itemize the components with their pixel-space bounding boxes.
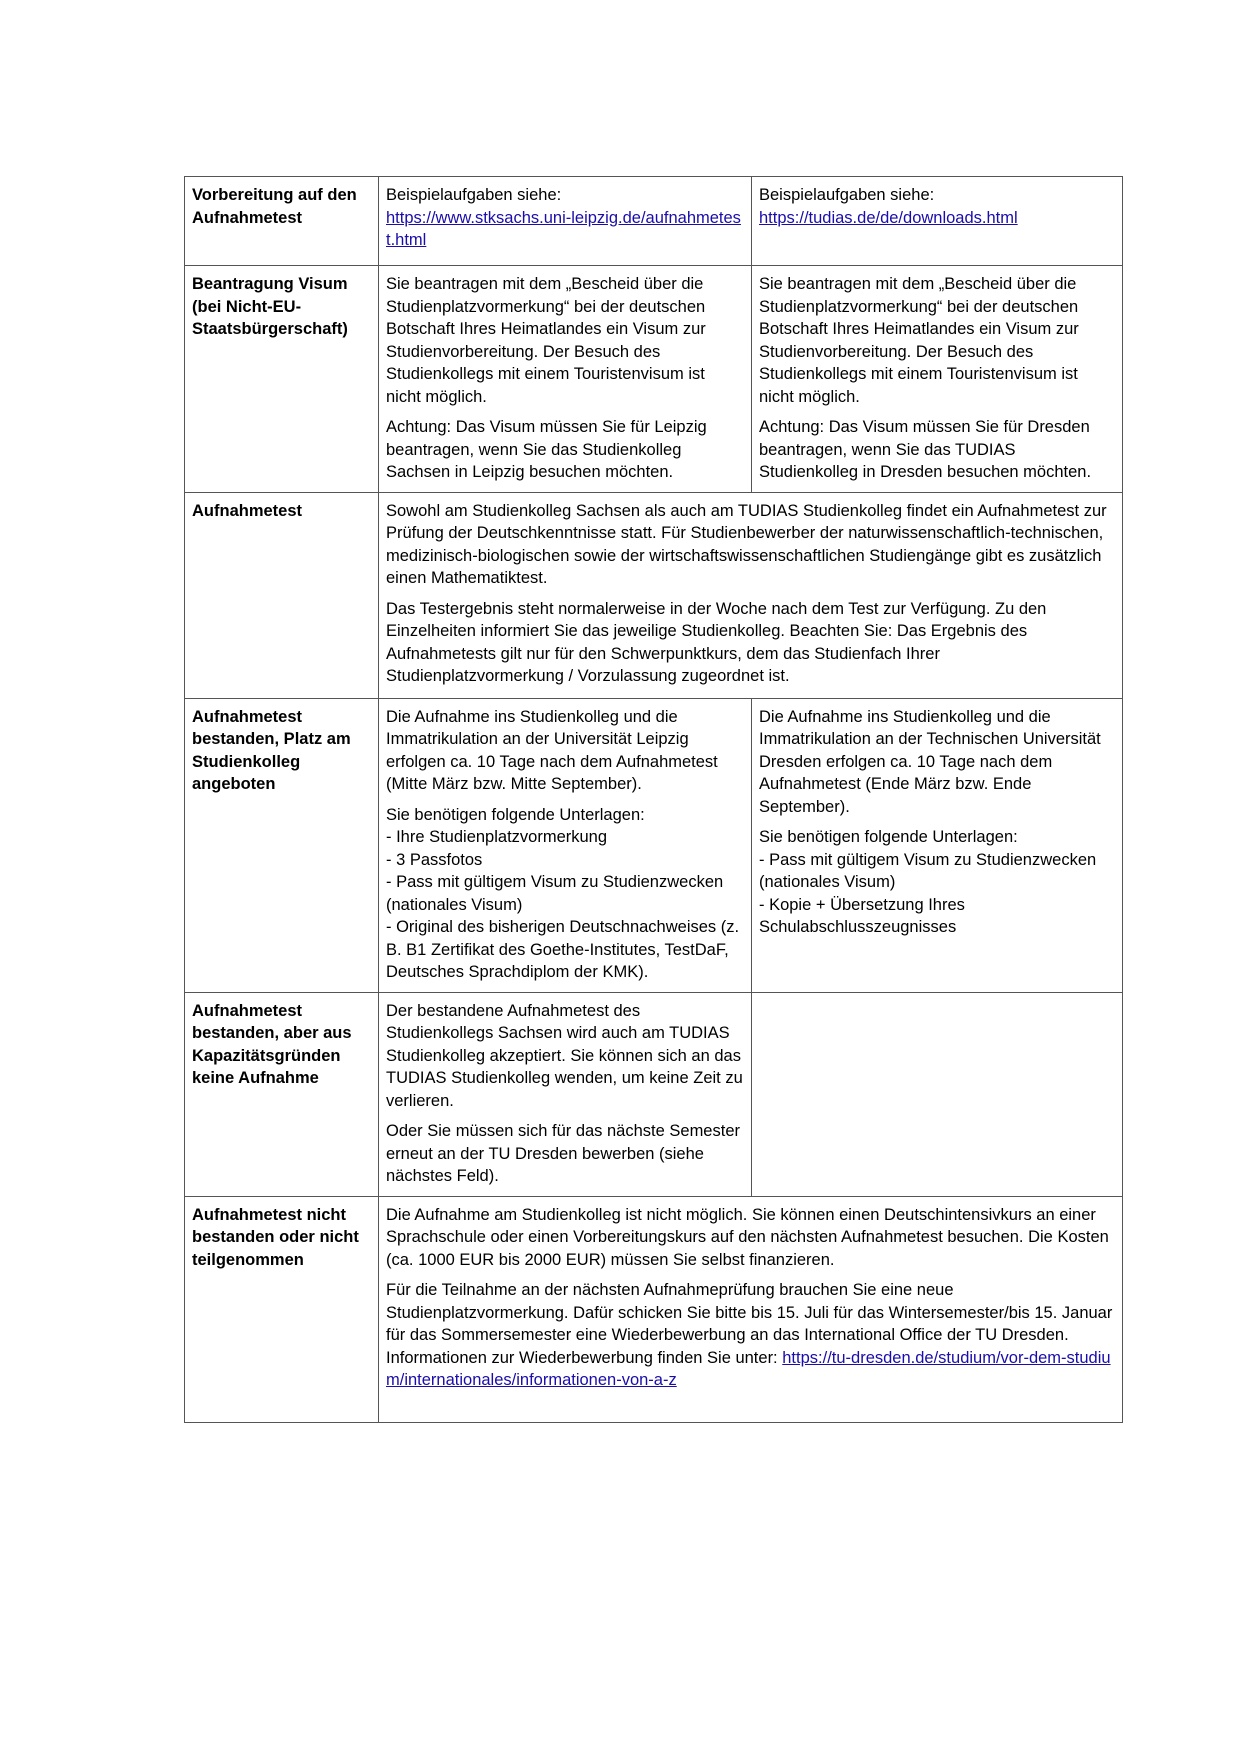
document-list	[386, 804, 744, 984]
cell-text: Für die Teilnahme an der nächsten Aufnahmeprüfung brauchen Sie eine neue Studienplatzvormerkung. Dafür schicken Sie bitte bis 15. Juli für das Wintersemester/bis 15. Januar für das Sommersemester eine Wiederbewerbung an das International Office der TU Dresden. Informationen zur Wiederbewerbung finden Sie unter:	[386, 1281, 1113, 1367]
cell-paragraph: Die Aufnahme ins Studienkolleg und die Immatrikulation an der Universität Leipzig erfolgen ca. 10 Tage nach dem Aufnahmetest (Mitte März bzw. Mitte September).	[386, 707, 718, 793]
list-item: - Pass mit gültigem Visum zu Studienzwecken (nationales Visum)	[759, 850, 1097, 891]
dresden-cell-empty	[752, 992, 1123, 1196]
cell-paragraph: Die Aufnahme ins Studienkolleg und die Immatrikulation an der Technischen Universität Dresden erfolgen ca. 10 Tage nach dem Aufnahmetest (Ende März bzw. Ende September).	[759, 707, 1101, 816]
list-intro: Sie benötigen folgende Unterlagen:	[386, 805, 645, 824]
document-list	[759, 826, 1115, 939]
cell-text: Beispielaufgaben siehe:	[386, 186, 562, 204]
cell-paragraph: Achtung: Das Visum müssen Sie für Dresden beantragen, wenn Sie das TUDIAS Studienkolleg in Dresden besuchen möchten.	[759, 418, 1092, 481]
list-item: - Original des bisherigen Deutschnachweises (z. B. B1 Zertifikat des Goethe-Institutes, TestDaF, Deutsches Sprachdiplom der KMK).	[386, 918, 740, 981]
reapplication-info-link[interactable]: https://tu-dresden.de/studium/vor-dem-studium/internationales/informationen-von-a-z	[386, 1348, 1111, 1389]
row-label: Aufnahmetest nicht bestanden oder nicht teilgenommen	[185, 1196, 379, 1422]
cell-paragraph: Der bestandene Aufnahmetest des Studienkollegs Sachsen wird auch am TUDIAS Studienkolleg akzeptiert. Sie können sich an das TUDIAS Studienkolleg wenden, um keine Zeit zu verlieren.	[386, 1001, 743, 1110]
row-label: Vorbereitung auf den Aufnahmetest	[185, 177, 379, 266]
table-row	[185, 1196, 1123, 1422]
cell-paragraph: Sowohl am Studienkolleg Sachsen als auch am TUDIAS Studienkolleg findet ein Aufnahmetest zur Prüfung der Deutschkenntnisse statt. Für Studienbewerber der naturwissenschaftlich-technischen, medizinisch-biologischen sowie der wirtschaftswissenschaftlichen Studiengänge gibt es zusätzlich einen Mathematiktest.	[386, 501, 1107, 587]
list-item: - Ihre Studienplatzvormerkung	[386, 828, 608, 846]
info-table	[184, 176, 1123, 1423]
table-row	[185, 266, 1123, 493]
merged-cell	[379, 1196, 1123, 1422]
dresden-cell	[752, 698, 1123, 992]
table-row	[185, 177, 1123, 266]
table-row	[185, 492, 1123, 698]
list-intro: Sie benötigen folgende Unterlagen:	[759, 828, 1018, 846]
cell-paragraph: Die Aufnahme am Studienkolleg ist nicht möglich. Sie können einen Deutschintensivkurs an einer Sprachschule oder einen Vorbereitungskurs auf den nächsten Aufnahmetest besuchen. Die Kosten (ca. 1000 EUR bis 2000 EUR) müssen Sie selbst finanzieren.	[386, 1205, 1109, 1269]
leipzig-cell	[379, 177, 752, 266]
leipzig-cell	[379, 698, 752, 992]
leipzig-sample-link[interactable]: https://www.stksachs.uni-leipzig.de/aufnahmetest.html	[386, 208, 741, 249]
cell-paragraph: Sie beantragen mit dem „Bescheid über die Studienplatzvormerkung“ bei der deutschen Botschaft Ihres Heimatlandes ein Visum zur Studienvorbereitung. Der Besuch des Studienkollegs mit einem Touristenvisum ist nicht möglich.	[759, 275, 1079, 406]
cell-text: Beispielaufgaben siehe:	[759, 186, 935, 204]
cell-paragraph: Sie beantragen mit dem „Bescheid über die Studienplatzvormerkung“ bei der deutschen Botschaft Ihres Heimatlandes ein Visum zur Studienvorbereitung. Der Besuch des Studienkollegs mit einem Touristenvisum ist nicht möglich.	[386, 275, 706, 406]
row-label: Aufnahmetest bestanden, Platz am Studienkolleg angeboten	[185, 698, 379, 992]
row-label: Aufnahmetest bestanden, aber aus Kapazitätsgründen keine Aufnahme	[185, 992, 379, 1196]
cell-paragraph	[386, 1279, 1115, 1392]
dresden-cell	[752, 266, 1123, 493]
merged-cell	[379, 492, 1123, 698]
cell-paragraph: Oder Sie müssen sich für das nächste Semester erneut an der TU Dresden bewerben (siehe nächstes Feld).	[386, 1122, 740, 1185]
dresden-cell	[752, 177, 1123, 266]
table-row	[185, 698, 1123, 992]
list-item: - Kopie + Übersetzung Ihres Schulabschlusszeugnisses	[759, 895, 965, 936]
leipzig-cell	[379, 266, 752, 493]
dresden-sample-link[interactable]: https://tudias.de/de/downloads.html	[759, 208, 1018, 227]
cell-paragraph: Das Testergebnis steht normalerweise in der Woche nach dem Test zur Verfügung. Zu den Einzelheiten informiert Sie das jeweilige Studienkolleg. Beachten Sie: Das Ergebnis des Aufnahmetests gilt nur für den Schwerpunktkurs, dem das Studienfach Ihrer Studienplatzvormerkung / Vorzulassung zugeordnet ist.	[386, 599, 1047, 685]
table-row	[185, 992, 1123, 1196]
list-item: - 3 Passfotos	[386, 850, 483, 869]
leipzig-cell	[379, 992, 752, 1196]
row-label: Beantragung Visum (bei Nicht-EU-Staatsbürgerschaft)	[185, 266, 379, 493]
row-label: Aufnahmetest	[185, 492, 379, 698]
list-item: - Pass mit gültigem Visum zu Studienzwecken (nationales Visum)	[386, 873, 724, 914]
cell-paragraph: Achtung: Das Visum müssen Sie für Leipzig beantragen, wenn Sie das Studienkolleg Sachsen in Leipzig besuchen möchten.	[386, 418, 707, 481]
